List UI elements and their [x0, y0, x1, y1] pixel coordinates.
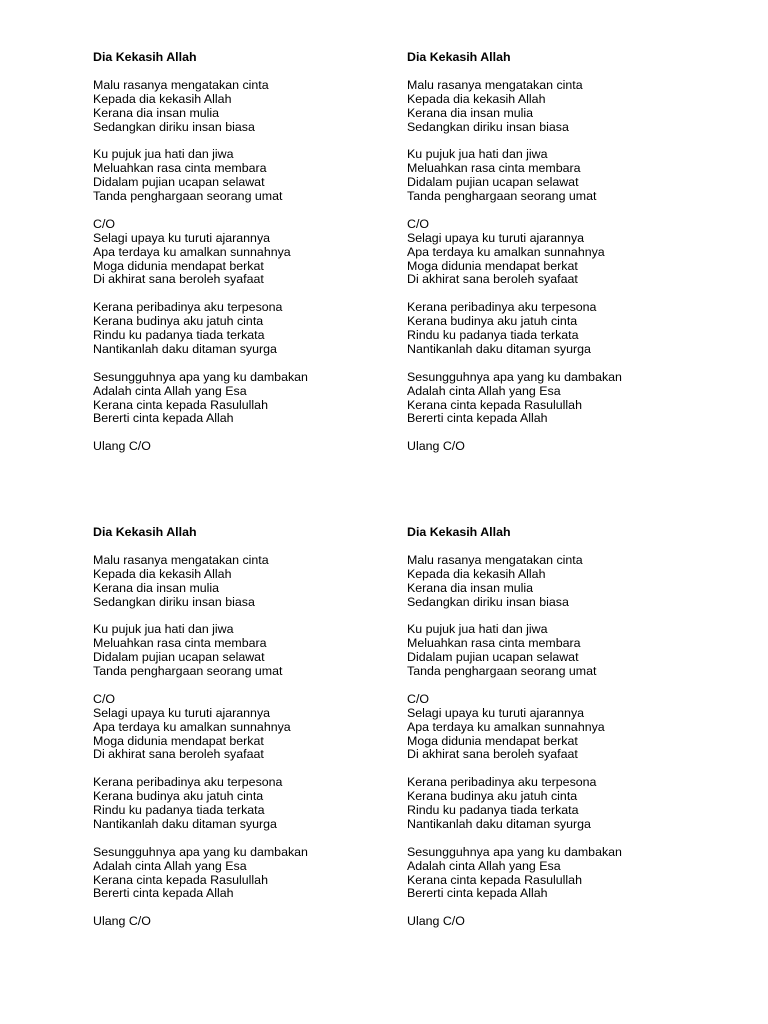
lyric-line: Nantikanlah daku ditaman syurga	[93, 341, 277, 356]
chorus-marker: C/O	[407, 691, 430, 706]
stanza-1	[407, 79, 737, 135]
lyrics-copy-bottom-right	[407, 526, 737, 929]
lyric-line: Tanda penghargaan seorang umat	[407, 189, 597, 204]
lyric-line: Bererti cinta kepada Allah	[93, 886, 234, 901]
lyric-line: Kerana peribadinya aku terpesona	[407, 775, 597, 790]
lyric-line: Di akhirat sana beroleh syafaat	[93, 747, 264, 762]
lyric-line: Meluahkan rasa cinta membara	[93, 161, 267, 176]
lyric-line: Kerana cinta kepada Rasulullah	[93, 872, 268, 887]
lyric-line: Meluahkan rasa cinta membara	[93, 636, 267, 651]
repeat-chorus-note: Ulang C/O	[93, 914, 151, 929]
lyric-line: Apa terdaya ku amalkan sunnahnya	[93, 244, 291, 259]
stanza-5	[407, 846, 737, 902]
lyric-line: Moga didunia mendapat berkat	[407, 258, 578, 273]
stanza-5	[93, 846, 423, 902]
lyric-line: Apa terdaya ku amalkan sunnahnya	[93, 719, 291, 734]
lyric-line: Adalah cinta Allah yang Esa	[93, 858, 247, 873]
lyric-line: Kepada dia kekasih Allah	[407, 91, 546, 106]
repeat-chorus-note: Ulang C/O	[407, 914, 465, 929]
lyric-line: Meluahkan rasa cinta membara	[407, 636, 581, 651]
lyric-line: Adalah cinta Allah yang Esa	[407, 383, 561, 398]
lyric-line: Kepada dia kekasih Allah	[93, 91, 232, 106]
stanza-5	[407, 371, 737, 427]
lyric-line: Selagi upaya ku turuti ajarannya	[93, 230, 271, 245]
lyric-line: Kepada dia kekasih Allah	[407, 566, 546, 581]
lyric-line: Nantikanlah daku ditaman syurga	[407, 341, 591, 356]
lyric-line: Kepada dia kekasih Allah	[93, 566, 232, 581]
lyric-line: Kerana peribadinya aku terpesona	[407, 300, 597, 315]
lyric-line: Ku pujuk jua hati dan jiwa	[407, 147, 548, 162]
lyric-line: Sesungguhnya apa yang ku dambakan	[93, 844, 308, 859]
lyric-line: Sedangkan diriku insan biasa	[407, 594, 569, 609]
lyric-line: Moga didunia mendapat berkat	[93, 258, 264, 273]
lyric-line: Sedangkan diriku insan biasa	[407, 119, 569, 134]
lyric-line: Kerana cinta kepada Rasulullah	[93, 397, 268, 412]
lyric-line: Selagi upaya ku turuti ajarannya	[93, 705, 271, 720]
lyric-line: Kerana cinta kepada Rasulullah	[407, 872, 582, 887]
lyric-line: Ku pujuk jua hati dan jiwa	[93, 147, 234, 162]
song-title: Dia Kekasih Allah	[407, 525, 511, 539]
lyric-line: Ku pujuk jua hati dan jiwa	[93, 622, 234, 637]
stanza-4	[407, 301, 737, 357]
lyric-line: Adalah cinta Allah yang Esa	[407, 858, 561, 873]
lyric-line: Kerana peribadinya aku terpesona	[93, 300, 283, 315]
lyric-line: Di akhirat sana beroleh syafaat	[93, 272, 264, 287]
stanza-2	[407, 623, 737, 679]
lyric-line: Kerana cinta kepada Rasulullah	[407, 397, 582, 412]
lyric-line: Didalam pujian ucapan selawat	[93, 650, 265, 665]
lyric-line: Tanda penghargaan seorang umat	[93, 664, 283, 679]
lyric-line: Didalam pujian ucapan selawat	[93, 175, 265, 190]
lyric-line: Rindu ku padanya tiada terkata	[93, 803, 265, 818]
lyric-line: Malu rasanya mengatakan cinta	[407, 552, 583, 567]
lyric-line: Bererti cinta kepada Allah	[407, 411, 548, 426]
lyric-line: Bererti cinta kepada Allah	[93, 411, 234, 426]
lyric-line: Malu rasanya mengatakan cinta	[407, 77, 583, 92]
stanza-2	[93, 148, 423, 204]
lyric-line: Kerana budinya aku jatuh cinta	[407, 789, 578, 804]
lyric-line: Sedangkan diriku insan biasa	[93, 594, 255, 609]
lyric-line: Apa terdaya ku amalkan sunnahnya	[407, 719, 605, 734]
lyric-line: Kerana dia insan mulia	[93, 580, 220, 595]
lyric-line: Rindu ku padanya tiada terkata	[93, 328, 265, 343]
stanza-1	[93, 554, 423, 610]
stanza-5	[93, 371, 423, 427]
lyric-line: Didalam pujian ucapan selawat	[407, 175, 579, 190]
stanza-chorus	[407, 218, 737, 288]
lyric-line: Didalam pujian ucapan selawat	[407, 650, 579, 665]
lyric-line: Moga didunia mendapat berkat	[93, 733, 264, 748]
lyric-line: Ku pujuk jua hati dan jiwa	[407, 622, 548, 637]
lyric-line: Rindu ku padanya tiada terkata	[407, 803, 579, 818]
stanza-chorus	[93, 218, 423, 288]
lyric-line: Sesungguhnya apa yang ku dambakan	[407, 369, 622, 384]
stanza-chorus	[407, 693, 737, 763]
stanza-4	[93, 776, 423, 832]
lyric-line: Tanda penghargaan seorang umat	[93, 189, 283, 204]
stanza-1	[93, 79, 423, 135]
lyrics-copy-top-left	[93, 51, 423, 454]
lyric-line: Tanda penghargaan seorang umat	[407, 664, 597, 679]
lyric-line: Meluahkan rasa cinta membara	[407, 161, 581, 176]
stanza-4	[93, 301, 423, 357]
lyric-line: Kerana peribadinya aku terpesona	[93, 775, 283, 790]
lyrics-copy-bottom-left	[93, 526, 423, 929]
lyric-line: Di akhirat sana beroleh syafaat	[407, 272, 578, 287]
repeat-chorus-note: Ulang C/O	[93, 439, 151, 454]
song-title: Dia Kekasih Allah	[407, 50, 511, 64]
lyric-line: Adalah cinta Allah yang Esa	[93, 383, 247, 398]
lyric-line: Kerana dia insan mulia	[93, 105, 220, 120]
stanza-4	[407, 776, 737, 832]
lyric-line: Selagi upaya ku turuti ajarannya	[407, 705, 585, 720]
lyric-line: Moga didunia mendapat berkat	[407, 733, 578, 748]
lyric-line: Malu rasanya mengatakan cinta	[93, 552, 269, 567]
lyric-line: Nantikanlah daku ditaman syurga	[93, 816, 277, 831]
repeat-chorus-note: Ulang C/O	[407, 439, 465, 454]
lyric-line: Sedangkan diriku insan biasa	[93, 119, 255, 134]
lyric-line: Kerana dia insan mulia	[407, 105, 534, 120]
lyric-line: Rindu ku padanya tiada terkata	[407, 328, 579, 343]
chorus-marker: C/O	[93, 216, 116, 231]
song-title: Dia Kekasih Allah	[93, 525, 197, 539]
lyric-line: Sesungguhnya apa yang ku dambakan	[93, 369, 308, 384]
lyric-line: Sesungguhnya apa yang ku dambakan	[407, 844, 622, 859]
stanza-1	[407, 554, 737, 610]
lyric-line: Kerana budinya aku jatuh cinta	[93, 314, 264, 329]
lyric-line: Selagi upaya ku turuti ajarannya	[407, 230, 585, 245]
stanza-2	[93, 623, 423, 679]
lyric-line: Kerana budinya aku jatuh cinta	[407, 314, 578, 329]
stanza-2	[407, 148, 737, 204]
lyrics-copy-top-right	[407, 51, 737, 454]
lyric-line: Kerana dia insan mulia	[407, 580, 534, 595]
chorus-marker: C/O	[93, 691, 116, 706]
lyric-line: Di akhirat sana beroleh syafaat	[407, 747, 578, 762]
lyric-line: Bererti cinta kepada Allah	[407, 886, 548, 901]
song-title: Dia Kekasih Allah	[93, 50, 197, 64]
lyric-line: Nantikanlah daku ditaman syurga	[407, 816, 591, 831]
stanza-chorus	[93, 693, 423, 763]
chorus-marker: C/O	[407, 216, 430, 231]
lyric-line: Apa terdaya ku amalkan sunnahnya	[407, 244, 605, 259]
lyric-line: Kerana budinya aku jatuh cinta	[93, 789, 264, 804]
lyric-line: Malu rasanya mengatakan cinta	[93, 77, 269, 92]
